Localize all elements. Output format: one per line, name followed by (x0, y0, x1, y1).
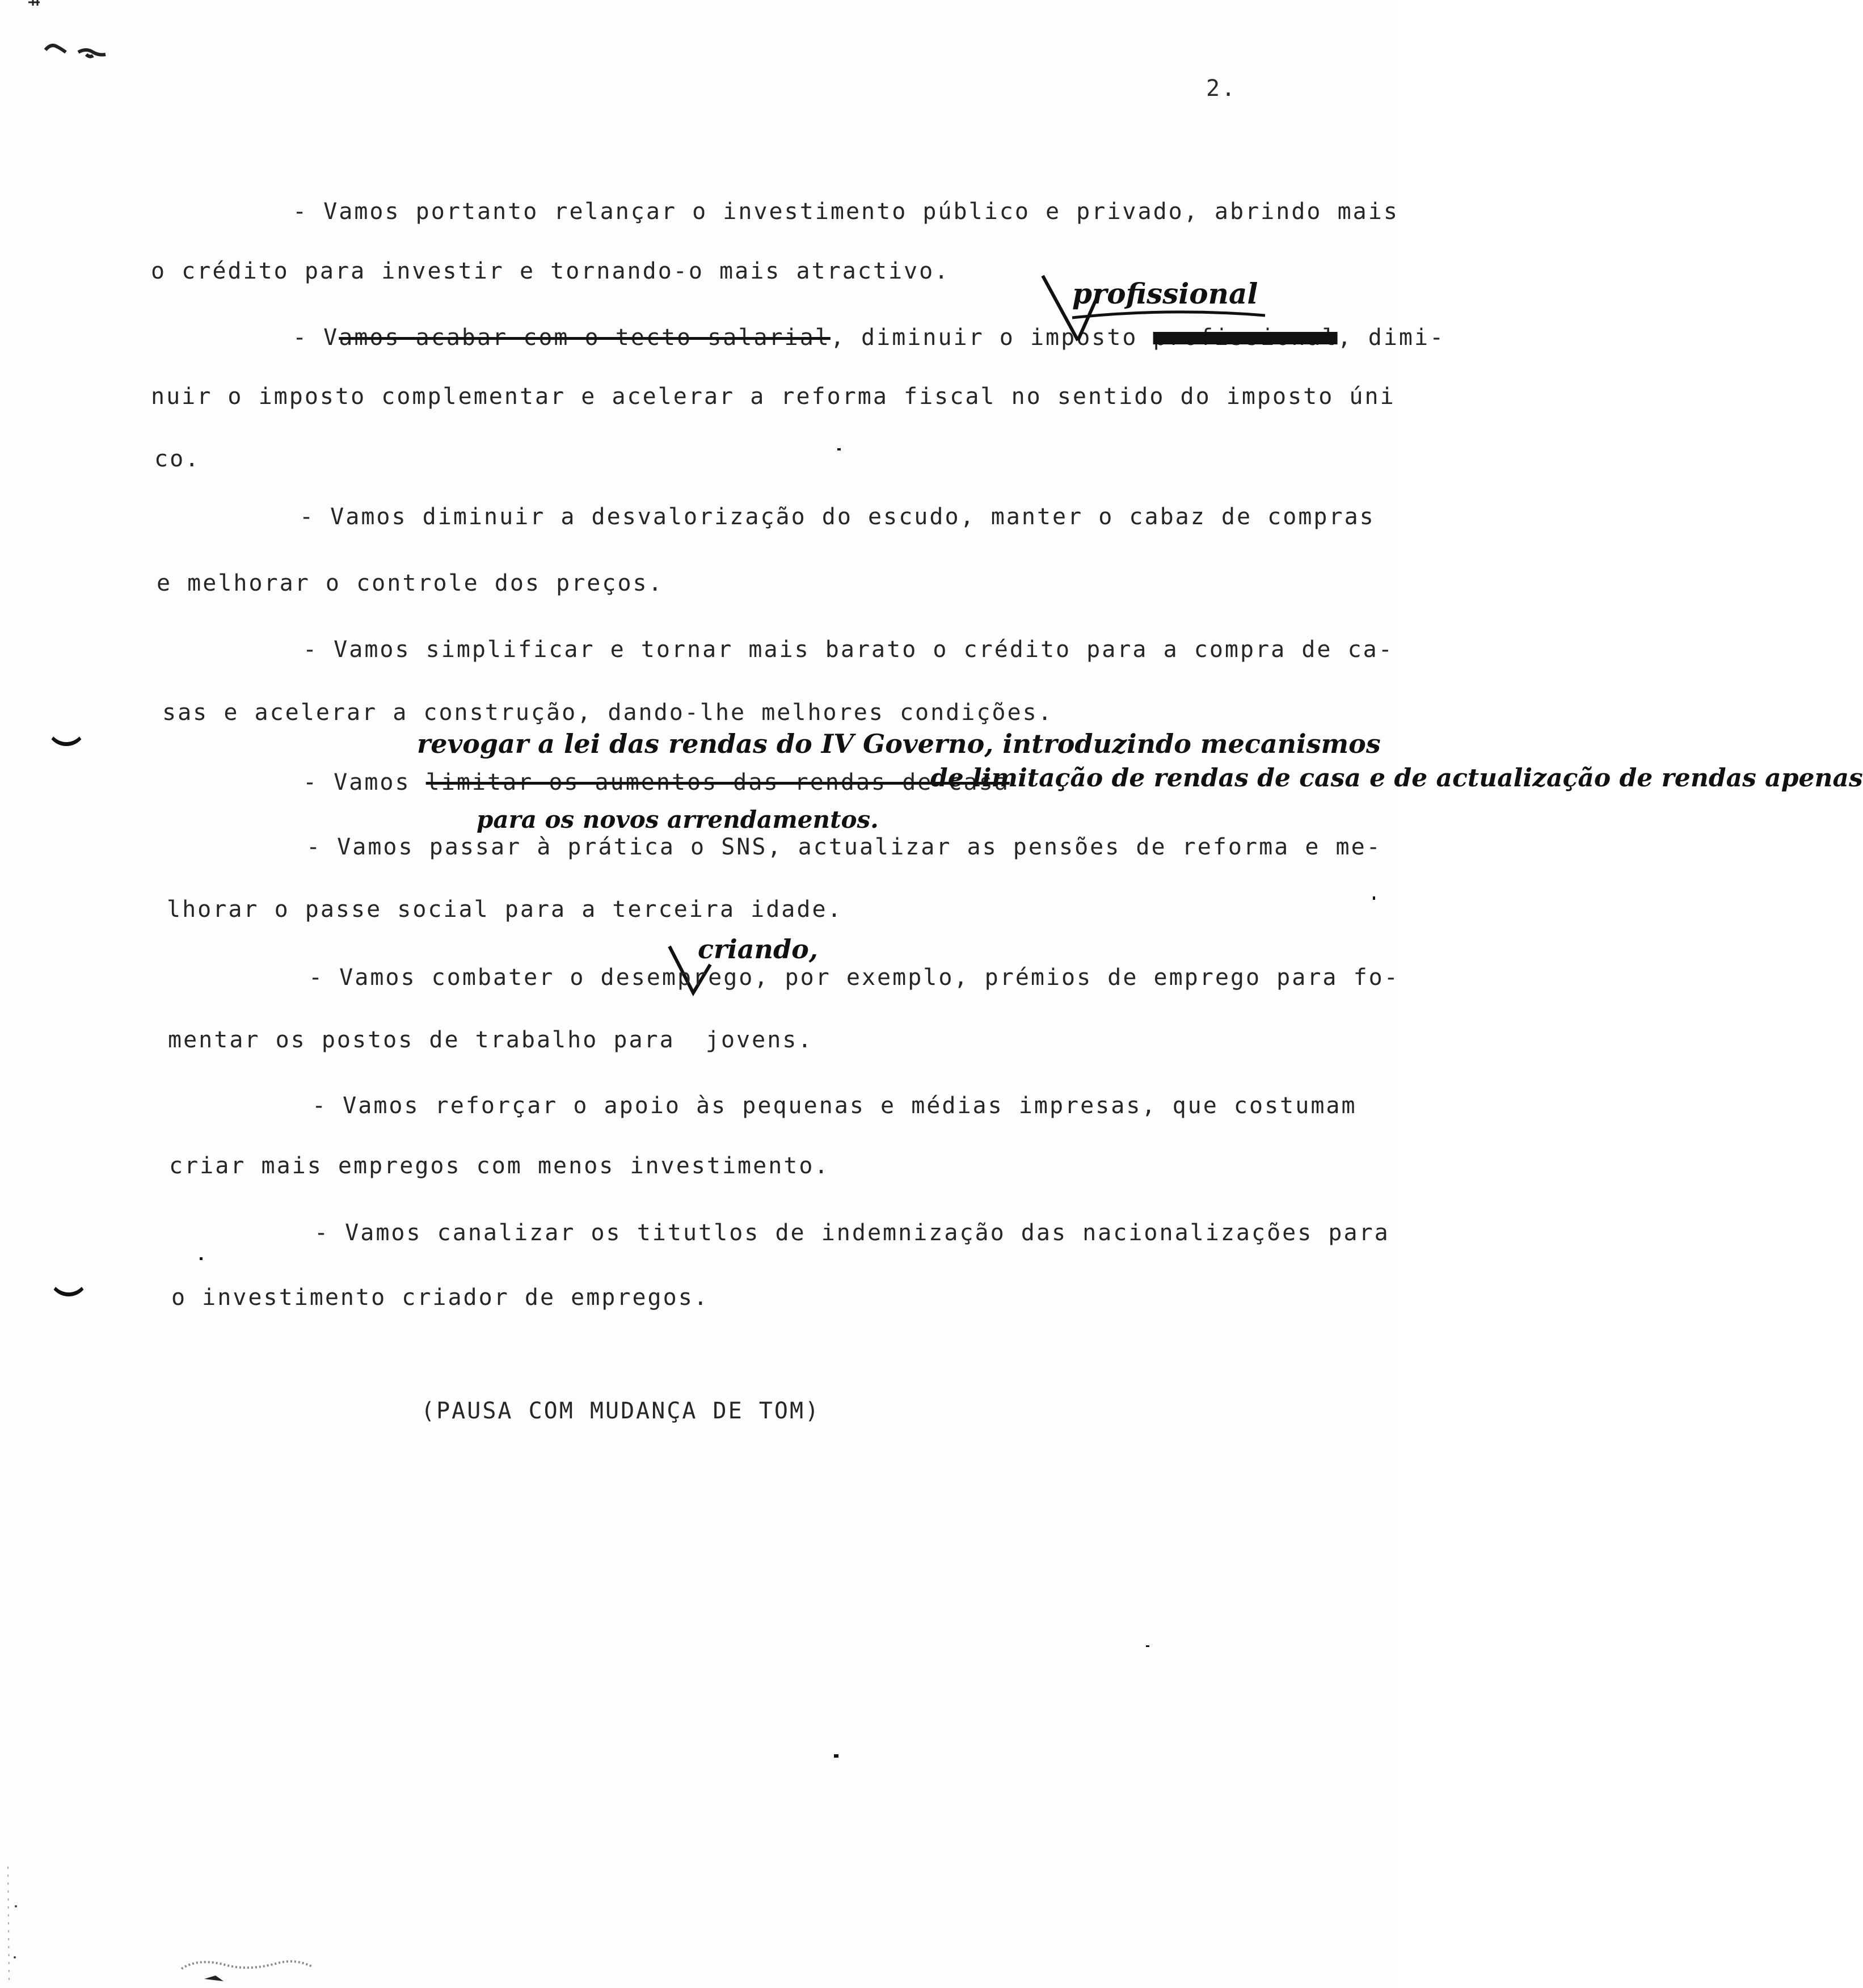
paragraph-2-mid: , diminuir o imposto (830, 325, 1153, 351)
paragraph-6-line-2: lhorar o passe social para a terceira idade. (167, 896, 843, 923)
handwritten-revision-line-3: para os novos arrendamentos. (477, 806, 879, 833)
paragraph-7-line-2: mentar os postos de trabalho para jovens. (168, 1027, 814, 1053)
stage-direction-pause: (PAUSA COM MUDANÇA DE TOM) (421, 1398, 821, 1424)
handwritten-insertion-profissional: profissional (1072, 277, 1258, 310)
paragraph-8-line-1: - Vamos reforçar o apoio às pequenas e médias impresas, que costumam (312, 1093, 1357, 1119)
struck-text-imposto-type: profissional (1153, 325, 1338, 351)
corner-scribble-mark (23, 0, 136, 68)
scan-noise-left-edge (2, 1861, 19, 1986)
paragraph-2-suffix: , dimi- (1337, 325, 1445, 351)
struck-text-tecto-salarial: amos acabar com o tecto salarial (339, 325, 831, 351)
paragraph-5-prefix: - Vamos (303, 769, 426, 795)
paragraph-6-line-1: - Vamos passar à prática o SNS, actualizar as pensões de reforma e me- (306, 834, 1382, 860)
paragraph-7-line-1: - Vamos combater o desemprego, por exemplo, prémios de emprego para fo- (309, 964, 1400, 991)
paragraph-4-line-2: sas e acelerar a construção, dando-lhe melhores condições. (162, 700, 1053, 726)
paragraph-9-line-2: o investimento criador de empregos. (171, 1284, 709, 1311)
speck-mark (834, 1754, 838, 1758)
paragraph-2-line-3: co. (154, 446, 201, 472)
handwritten-revision-line-1: revogar a lei das rendas do IV Governo, introduzindo mecanismos (417, 728, 1381, 759)
speck-mark (1146, 1645, 1149, 1647)
speck-mark (1373, 896, 1375, 900)
paragraph-9-line-1: - Vamos canalizar os titutlos de indemnização das nacionalizações para (314, 1220, 1390, 1246)
paragraph-2-line-1 (293, 325, 1445, 351)
page-number: 2. (1206, 75, 1237, 102)
speck-mark (200, 1257, 203, 1260)
margin-mark-arc-1 (47, 708, 86, 746)
handwritten-underline-mark (1067, 306, 1271, 329)
paragraph-8-line-2: criar mais empregos com menos investimento. (169, 1153, 830, 1179)
struck-text-limitar-rendas: limitar os aumentos das rendas de casa (425, 769, 1010, 795)
handwritten-insertion-criando: criando, (698, 934, 818, 964)
paragraph-4-line-1: - Vamos simplificar e tornar mais barato o crédito para a compra de ca- (303, 637, 1394, 663)
paragraph-3-line-2: e melhorar o controle dos preços. (157, 570, 664, 596)
paragraph-1-line-2: o crédito para investir e tornando-o mais atractivo. (151, 258, 950, 284)
paragraph-2-line-2: nuir o imposto complementar e acelerar a reforma fiscal no sentido do imposto úni (151, 384, 1396, 410)
margin-mark-arc-2 (49, 1258, 88, 1296)
paragraph-2-prefix: - V (293, 325, 339, 351)
speck-mark (837, 448, 841, 450)
paragraph-5-line-1 (303, 769, 1010, 795)
paragraph-3-line-1: - Vamos diminuir a desvalorização do escudo, manter o cabaz de compras (300, 504, 1375, 530)
handwritten-revision-line-2: de limitação de rendas de casa e de actualização de rendas apenas (930, 764, 1863, 793)
scan-noise-bottom (170, 1935, 363, 1988)
paragraph-1-line-1: - Vamos portanto relançar o investimento público e privado, abrindo mais (293, 199, 1399, 225)
